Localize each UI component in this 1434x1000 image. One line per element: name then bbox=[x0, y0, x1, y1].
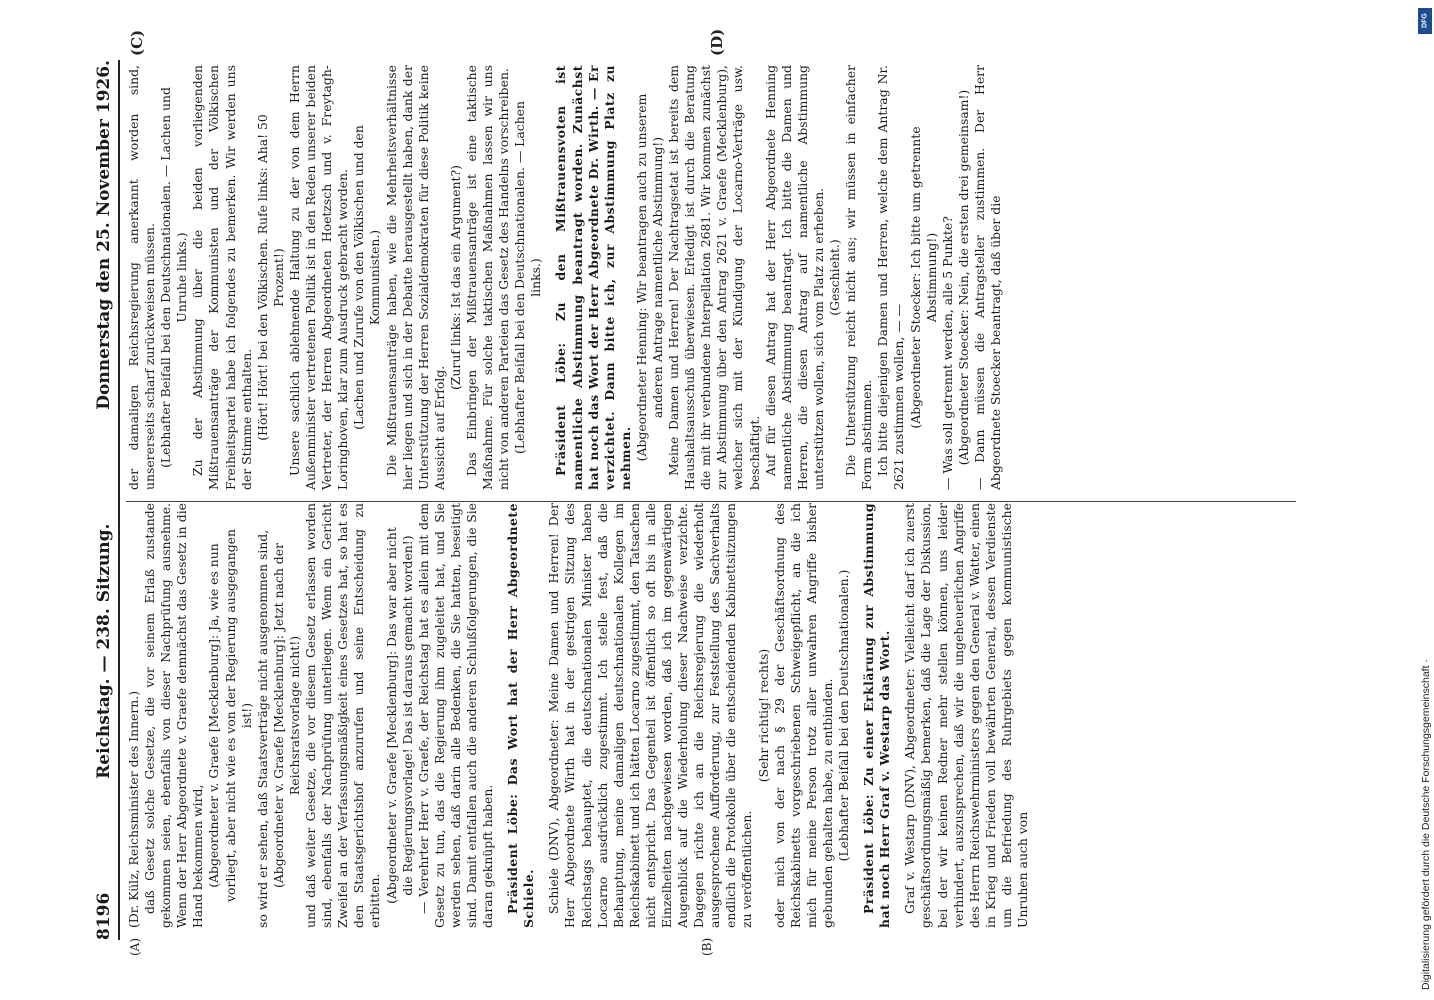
interjection: (Abgeordneter Stoecker: Ich bitte um getrennte Abstimmung!) bbox=[907, 126, 939, 429]
paragraph: Ich bitte diejenigen Damen und Herren, welche dem Antrag Nr. 2621 zustimmen wollen, — — bbox=[875, 65, 907, 490]
speaker-paragraph: Präsident Löbe: Zu den Mißtrauensvoten ist namentliche Abstimmung beantragt worden. Zunächst hat noch das Wort der Herr Abgeordnete Dr. Wirth. — Er verzichtet. Dann bitte ich, zur Abstimmung Platz zu nehmen. bbox=[553, 65, 633, 490]
paragraph: — Was soll getrennt werden, alle 5 Punkte? bbox=[939, 216, 955, 490]
header-right-title: Donnerstag den 25. November 1926. bbox=[94, 60, 114, 410]
margin-letter-a: (A) bbox=[128, 937, 142, 956]
margin-letter-c: (C) bbox=[128, 29, 146, 56]
interjection: (Abgeordneter Henning: Wir beantragen auch zu unserem anderen Antrage namentliche Abstimmung!) bbox=[633, 93, 665, 462]
interjection: (Zuruf links: Ist das ein Argument?) bbox=[447, 164, 463, 391]
header-left-title: Reichstag. — 238. Sitzung. bbox=[94, 523, 114, 779]
speech-paragraph: Graf v. Westarp (DNV), Abgeordneter: Vielleicht darf ich zuerst geschäftsordnungsmäßig bemerken, daß die Lage der Diskussion, bei der wir keinen Redner mehr stellen können, uns leider verhindert, auszusprechen, daß wir die ungeheuerlichen Angriffe des Herrn Reichswehrministers gegen den General v. Watter, einen in Krieg und Frieden voll bewährten General, dessen Verdienste um die Befriedung des Ruhrgebiets gegen kommunistische Unruhen auch von bbox=[902, 503, 1030, 928]
paragraph: und daß weiter Gesetze, die vor diesem Gesetz erlassen worden sind, ebenfalls der Nachprüfung unterliegen. Wenn ein Gericht Zweifel an der Verfassungsmäßigkeit eines Gesetzes hat, so hat es den Staatsgerichtshof anzurufen und seine Entscheidung zu erbitten. bbox=[303, 503, 383, 928]
interjection: (Lebhafter Beifall bei den Deutschnationalen.) bbox=[836, 569, 852, 862]
paragraph: Die Unterstützung reicht nicht aus; wir müssen in einfacher Form abstimmen. bbox=[843, 65, 875, 490]
interjection: (Geschieht.) bbox=[827, 239, 843, 316]
interjection: (Lebhafter Beifall bei den Deutschnationalen. — Lachen links.) bbox=[512, 101, 544, 455]
interjection: (Hört! Hört! bei den Völkischen. Rufe links: Aha! 50 Prozent!) bbox=[254, 114, 286, 441]
margin-letter-b: (B) bbox=[700, 937, 714, 956]
page-number: 8196 bbox=[94, 892, 114, 940]
paragraph: Meine Damen und Herren! Der Nachtragsetat ist bereits dem Haushaltsausschuß überwiesen. Erledigt ist durch die Beratung die mit ihr verbundene Interpellation 2681. Wir kommen zunächst zur Abstimmung über den Antrag 2621 v. Graefe (Mecklenburg), welcher sich mit der Kündigung der Locarno-Verträge usw. beschäftigt. bbox=[666, 65, 762, 490]
interjection: (Lachen und Zurufe von den Völkischen und den Kommunisten.) bbox=[351, 125, 383, 430]
dfg-credit: Digitalisierung gefördert durch die Deutsche Forschungsgemeinschaft · bbox=[1420, 659, 1432, 990]
paragraph: so wird er sehen, daß Staatsverträge nicht ausgenommen sind, bbox=[254, 529, 270, 928]
paragraph: oder mich von der nach § 29 der Geschäftsordnung des Reichskabinetts vorgeschriebenen Schweigepflicht, an die ich mich für meine Person trotz aller unwahren Angriffe bisher gebunden gehalten habe, zu entbinden. bbox=[771, 503, 835, 928]
column-divider bbox=[126, 501, 1296, 502]
paragraph: Das Einbringen der Mißtrauensanträge ist eine taktische Maßnahme. Für solche taktischen Maßnahmen lassen wir uns nicht von anderen Parteien das Gesetz des Handelns vorschreiben. bbox=[463, 65, 512, 490]
rotated-document-page bbox=[88, 28, 1303, 956]
paragraph: Unsere sachlich ablehnende Haltung zu der von dem Herrn Außenminister vertretenen Politik ist in den Reden unserer beiden Vertreter, der Herren Abgeordneten Hoetzsch und v. Freytagh-Loringhoven, klar zum Ausdruck gebracht worden. bbox=[286, 65, 351, 490]
interjection: (Sehr richtig! rechts) bbox=[755, 648, 771, 783]
left-column bbox=[126, 503, 1031, 928]
speech-paragraph: Schiele (DNV), Abgeordneter: Meine Damen und Herren! Der Herr Abgeordnete Wirth hat in der gestrigen Sitzung des Reichstags behauptet, die deutschnationalen Minister haben Locarno ausdrücklich zugestimmt. Ich stelle fest, daß die Behauptung, meine damaligen deutschnationalen Kollegen im Reichskabinett und ich hätten Locarno zugestimmt, den Tatsachen nicht entspricht. Das Gegenteil ist öffentlich so oft bis in alle Einzelheiten nachgewiesen worden, daß ich im gegenwärtigen Augenblick auf die Wiederholung dieser Nachweise verzichte. Dagegen richte ich an die Reichsregierung die wiederholt ausgesprochene Aufforderung, zur Feststellung des Sachverhalts endlich die Protokolle über die entscheidenden Kabinettsitzungen zu veröffentlichen. bbox=[546, 503, 755, 928]
margin-letter-d: (D) bbox=[708, 28, 726, 56]
speaker-heading: (Dr. Külz, Reichsminister des Innern.) bbox=[126, 690, 141, 928]
dfg-logo: DFG bbox=[1418, 8, 1432, 34]
paragraph: — Dann müssen die Antragsteller zustimmen. Der Herr Abgeordnete Stoecker beantragt, daß über die bbox=[971, 65, 1003, 490]
interjection: (Lebhafter Beifall bei den Deutschnationalen. — Lachen und Unruhe links.) bbox=[158, 87, 190, 468]
paragraph: der damaligen Reichsregierung anerkannt worden sind, unsererseits scharf zurückweisen müssen. bbox=[126, 65, 158, 490]
interjection: (Abgeordneter Stoecker: Nein, die ersten drei gemeinsam!) bbox=[955, 89, 971, 466]
interjection: (Abgeordneter v. Graefe [Mecklenburg]: Das war aber nicht die Regierungsvorlage! Das ist daraus gemacht worden!) bbox=[383, 527, 415, 904]
interjection: (Abgeordneter v. Graefe [Mecklenburg]: Jetzt nach der Reichsratsvorlage nicht!) bbox=[270, 543, 302, 889]
speaker-paragraph: Präsident Löbe: Das Wort hat der Herr Abgeordnete Schiele. bbox=[505, 503, 537, 928]
paragraph: Zu der Abstimmung über die beiden vorliegenden Mißtrauensanträge der Kommunisten und der Völkischen Freiheitspartei habe ich folgendes zu bemerken. Wir werden uns der Stimme enthalten. bbox=[190, 65, 254, 490]
right-column bbox=[126, 65, 1004, 490]
paragraph: Auf für diesen Antrag hat der Herr Abgeordnete Henning namentliche Abstimmung beantragt. Ich bitte die Damen und Herren, die diesen Antrag auf namentliche Abstimmung unterstützen wollen, sich vom Platz zu erheben. bbox=[762, 65, 826, 490]
paragraph: daß Gesetz solche Gesetze, die vor seinem Erlaß zustande gekommen seien, ebenfalls von dieser Nachprüfung ausnehme. Wenn der Herr Abgeordnete v. Graefe demnächst das Gesetz in die Hand bekommen wird, bbox=[142, 503, 206, 928]
interjection: (Abgeordneter v. Graefe [Mecklenburg]: Ja, wie es nun vorliegt, aber nicht wie es von der Regierung ausgegangen ist!) bbox=[206, 529, 254, 902]
speaker-paragraph: Präsident Löbe: Zu einer Erklärung zur Abstimmung hat noch Herr Graf v. Westarp das Wort. bbox=[861, 503, 893, 928]
paragraph: — Verehrter Herr v. Graefe, der Reichstag hat es allein mit dem Gesetz zu tun, das die Regierung ihm zugeleitet hat, und Sie werden sehen, daß darin alle Bedenken, die Sie hatten, beseitigt sind. Damit entfallen auch die anderen Schlußfolgerungen, die Sie daran geknüpft haben. bbox=[415, 503, 496, 928]
page-header bbox=[88, 60, 114, 940]
paragraph: Die Mißtrauensanträge haben, wie die Mehrheitsverhältnisse hier liegen und sich in der Debatte herausgestellt haben, dank der Unterstützung der Herren Sozialdemokraten für diese Politik keine Aussicht auf Erfolg. bbox=[383, 65, 447, 490]
header-rule bbox=[118, 60, 120, 940]
